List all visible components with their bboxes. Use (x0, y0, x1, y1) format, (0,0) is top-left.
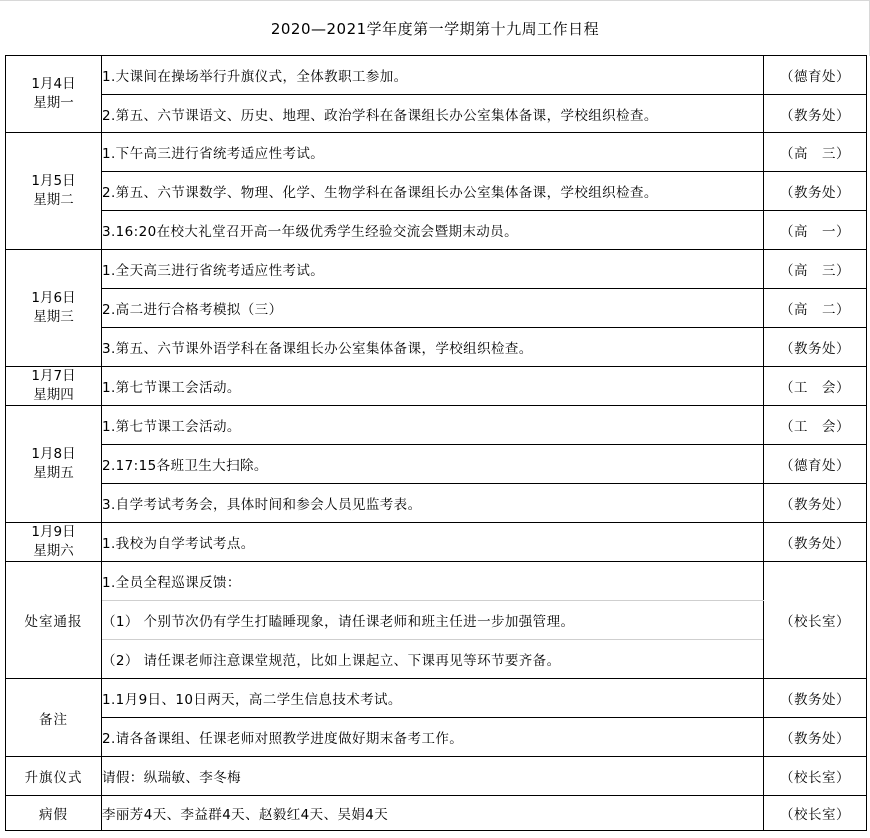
table-row (6, 56, 867, 95)
task-text: 1.大课间在操场举行升旗仪式，全体教职工参加。 (102, 56, 764, 95)
table-row (6, 289, 867, 328)
table-row (6, 211, 867, 250)
flag-label: 升旗仪式 (6, 757, 102, 796)
day-weekday: 星期二 (33, 192, 74, 208)
flag-dept: （校长室） (764, 757, 867, 796)
notice-line: （2） 请任课老师注意课堂规范，比如上课起立、下课再见等环节要齐备。 (102, 640, 764, 679)
day-weekday: 星期五 (33, 465, 74, 481)
day-weekday: 星期三 (33, 309, 74, 325)
day-weekday: 星期一 (33, 95, 74, 111)
day-cell-friday (6, 406, 102, 523)
task-dept: （高 一） (764, 211, 867, 250)
notice-label: 处室通报 (6, 562, 102, 679)
task-text: 3.自学考试考务会，具体时间和参会人员见监考表。 (102, 484, 764, 523)
day-date: 1月6日 (31, 290, 76, 306)
task-text: 2.17:15各班卫生大扫除。 (102, 445, 764, 484)
flag-text: 请假：纵瑞敏、李冬梅 (102, 757, 764, 796)
task-text: 3.16:20在校大礼堂召开高一年级优秀学生经验交流会暨期末动员。 (102, 211, 764, 250)
task-dept: （教务处） (764, 523, 867, 562)
task-dept: （高 三） (764, 133, 867, 172)
table-row (6, 523, 867, 562)
notice-line: （1） 个别节次仍有学生打瞌睡现象，请任课老师和班主任进一步加强管理。 (102, 601, 764, 640)
table-row (6, 562, 867, 601)
sick-text: 李丽芳4天、李益群4天、赵毅红4天、吴娟4天 (102, 796, 764, 831)
task-text: 1.第七节课工会活动。 (102, 406, 764, 445)
task-text: 1.全天高三进行省统考适应性考试。 (102, 250, 764, 289)
table-row (6, 250, 867, 289)
sick-dept: （校长室） (764, 796, 867, 831)
table-row (6, 757, 867, 796)
day-date: 1月8日 (31, 446, 76, 462)
day-date: 1月9日 (31, 524, 76, 540)
notice-dept: （校长室） (764, 562, 867, 679)
day-cell-monday (6, 56, 102, 133)
task-dept: （高 三） (764, 250, 867, 289)
day-weekday: 星期四 (33, 387, 74, 403)
schedule-table (5, 55, 867, 831)
task-text: 2.请各备课组、任课老师对照教学进度做好期末备考工作。 (102, 718, 764, 757)
task-dept: （高 二） (764, 289, 867, 328)
task-text: 3.第五、六节课外语学科在备课组长办公室集体备课，学校组织检查。 (102, 328, 764, 367)
table-row (6, 484, 867, 523)
table-row (6, 328, 867, 367)
table-row (6, 95, 867, 133)
task-dept: （德育处） (764, 56, 867, 95)
day-date: 1月7日 (31, 368, 76, 384)
task-text: 1.下午高三进行省统考适应性考试。 (102, 133, 764, 172)
task-dept: （德育处） (764, 445, 867, 484)
task-dept: （教务处） (764, 172, 867, 211)
task-dept: （教务处） (764, 95, 867, 133)
task-text: 1.1月9日、10日两天，高二学生信息技术考试。 (102, 679, 764, 718)
sick-label: 病假 (6, 796, 102, 831)
table-row (6, 796, 867, 831)
table-row (6, 679, 867, 718)
table-row (6, 640, 867, 679)
day-cell-wednesday (6, 250, 102, 367)
task-dept: （教务处） (764, 484, 867, 523)
task-dept: （教务处） (764, 328, 867, 367)
task-dept: （教务处） (764, 679, 867, 718)
task-dept: （工 会） (764, 406, 867, 445)
table-row (6, 367, 867, 406)
page-title: 2020—2021学年度第一学期第十九周工作日程 (270, 19, 600, 38)
table-row (6, 445, 867, 484)
task-text: 2.第五、六节课语文、历史、地理、政治学科在备课组长办公室集体备课，学校组织检查。 (102, 95, 764, 133)
task-text: 2.高二进行合格考模拟（三） (102, 289, 764, 328)
task-text: 1.我校为自学考试考点。 (102, 523, 764, 562)
remarks-label: 备注 (6, 679, 102, 757)
table-row (6, 406, 867, 445)
day-date: 1月4日 (31, 76, 76, 92)
task-dept: （工 会） (764, 367, 867, 406)
task-text: 2.第五、六节课数学、物理、化学、生物学科在备课组长办公室集体备课，学校组织检查。 (102, 172, 764, 211)
task-dept: （教务处） (764, 718, 867, 757)
table-row (6, 601, 867, 640)
table-row (6, 133, 867, 172)
task-text: 1.第七节课工会活动。 (102, 367, 764, 406)
day-cell-saturday (6, 523, 102, 562)
notice-line: 1.全员全程巡课反馈： (102, 562, 764, 601)
day-weekday: 星期六 (33, 543, 74, 559)
table-row (6, 172, 867, 211)
table-row (6, 718, 867, 757)
day-cell-tuesday (6, 133, 102, 250)
day-date: 1月5日 (31, 173, 76, 189)
day-cell-thursday (6, 367, 102, 406)
